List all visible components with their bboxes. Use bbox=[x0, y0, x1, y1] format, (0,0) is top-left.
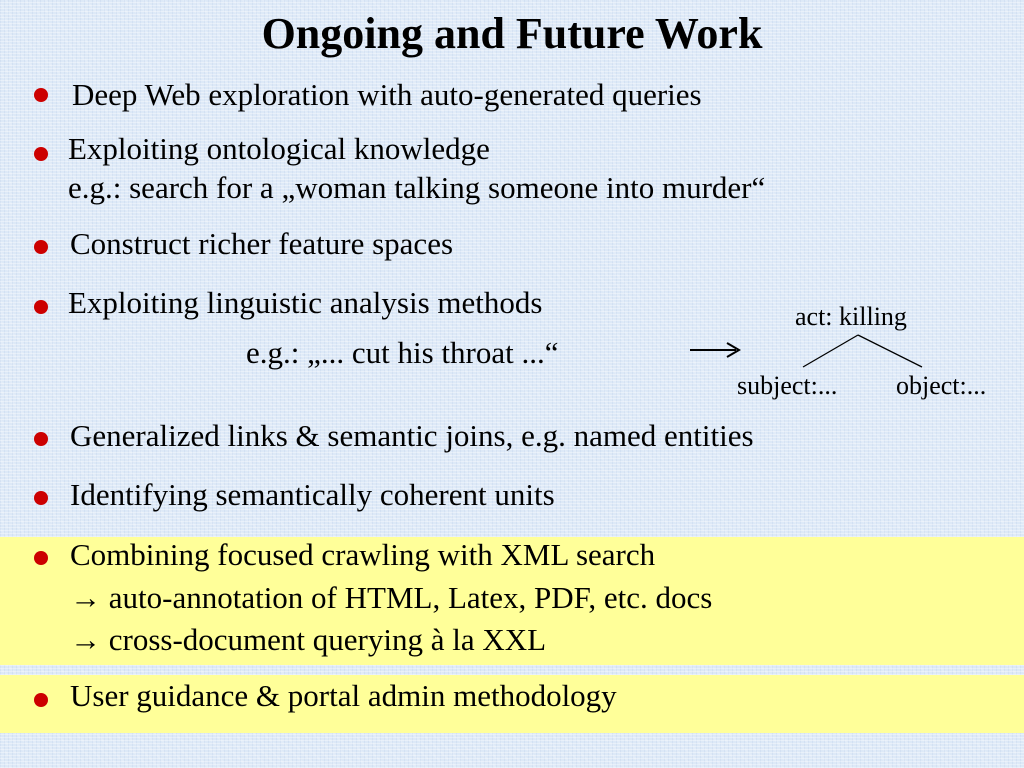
bullet-icon bbox=[34, 88, 48, 102]
slide-title: Ongoing and Future Work bbox=[261, 9, 763, 58]
bullet-icon bbox=[34, 300, 48, 314]
item-ontological: Exploiting ontological knowledge bbox=[68, 131, 490, 166]
arrow-right-icon: → bbox=[70, 622, 101, 657]
item-user-guidance: User guidance & portal admin methodology bbox=[70, 678, 617, 713]
item-generalized-links: Generalized links & semantic joins, e.g. named entities bbox=[70, 418, 754, 453]
bullet-icon bbox=[34, 240, 48, 254]
item-coherent-units: Identifying semantically coherent units bbox=[70, 477, 555, 512]
item-deep-web: Deep Web exploration with auto-generated queries bbox=[72, 77, 702, 112]
diagram-subject-label: subject:... bbox=[737, 371, 838, 400]
item-ontological-example: e.g.: search for a „woman talking someone into murder“ bbox=[68, 170, 766, 205]
bullet-icon bbox=[34, 693, 48, 707]
long-arrow-icon bbox=[690, 343, 739, 357]
item-focused-crawling: Combining focused crawling with XML search bbox=[70, 537, 656, 572]
item-focused-crawling-sub2 bbox=[70, 622, 546, 658]
diagram-object-label: object:... bbox=[896, 371, 987, 400]
tree-edge-right bbox=[858, 335, 922, 367]
bullet-icon bbox=[34, 432, 48, 446]
item-linguistic: Exploiting linguistic analysis methods bbox=[68, 285, 543, 320]
arrow-right-icon: → bbox=[70, 580, 101, 615]
item-linguistic-example: e.g.: „... cut his throat ...“ bbox=[246, 335, 559, 370]
tree-edge-left bbox=[803, 335, 858, 367]
item-focused-crawling-sub1 bbox=[70, 580, 712, 616]
bullet-icon bbox=[34, 491, 48, 505]
diagram-root-label: act: killing bbox=[795, 302, 907, 331]
item-focused-crawling-sub1-text: auto-annotation of HTML, Latex, PDF, etc. docs bbox=[108, 580, 713, 615]
item-feature-spaces: Construct richer feature spaces bbox=[70, 226, 454, 261]
bullet-icon bbox=[34, 551, 48, 565]
item-focused-crawling-sub2-text: cross-document querying à la XXL bbox=[108, 622, 547, 657]
bullet-icon bbox=[34, 147, 48, 161]
